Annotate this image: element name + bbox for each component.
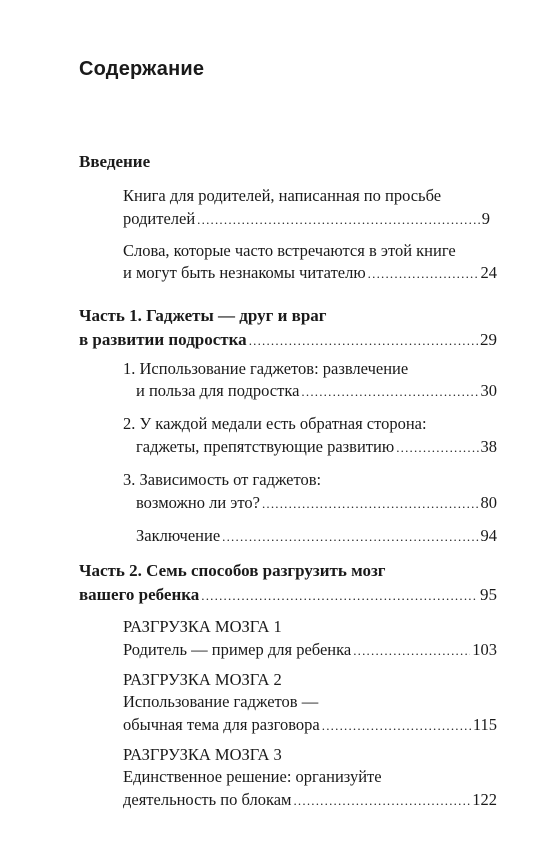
chapter-title: возможно ли это? (136, 493, 260, 512)
page-number: 122 (472, 790, 497, 809)
dot-leader (197, 212, 480, 228)
chapter-entry[interactable] (136, 381, 497, 401)
chapter-title-line: 1. Использование гаджетов: развлечение (123, 359, 409, 378)
page-number: 9 (481, 209, 490, 228)
chapter-title-line: 2. У каждой медали есть обратная сторона: (123, 414, 427, 433)
dot-leader (222, 529, 478, 545)
part1-heading: Часть 1. Гаджеты — друг и враг (79, 306, 327, 325)
page-title: Содержание (79, 58, 205, 80)
toc-entry-label: и могут быть незнакомы читателю (123, 263, 366, 282)
section-title: обычная тема для разговора (123, 715, 320, 734)
dot-leader (301, 384, 478, 400)
dot-leader (201, 588, 478, 604)
section-entry[interactable] (123, 715, 497, 735)
section-entry[interactable] (123, 640, 497, 660)
chapter-title: и польза для подростка (136, 381, 300, 400)
page-number: 115 (472, 715, 497, 734)
chapter-title: гаджеты, препятствующие развитию (136, 437, 395, 456)
section-label: РАЗГРУЗКА МОЗГА 1 (123, 617, 282, 636)
dot-leader (249, 333, 478, 349)
toc-entry-label: родителей (123, 209, 196, 228)
section-label: РАЗГРУЗКА МОЗГА 2 (123, 670, 282, 689)
section-title: Родитель — пример для ребенка (123, 640, 352, 659)
page-number: 103 (472, 640, 497, 659)
page-number: 94 (480, 526, 497, 545)
part1-heading-line2: в развитии подростка (79, 330, 247, 349)
page-number: 95 (480, 585, 497, 604)
section-entry[interactable] (123, 790, 497, 810)
chapter-entry[interactable] (136, 493, 497, 513)
part1-entry[interactable] (79, 330, 497, 350)
chapter-title-line: 3. Зависимость от гаджетов: (123, 470, 322, 489)
page-number: 24 (480, 263, 497, 282)
dot-leader (262, 496, 479, 512)
page-number: 80 (480, 493, 497, 512)
section-label: РАЗГРУЗКА МОЗГА 3 (123, 745, 282, 764)
toc-entry[interactable] (123, 263, 497, 283)
toc-entry[interactable] (123, 209, 490, 229)
toc-entry-line: Слова, которые часто встречаются в этой книге (123, 241, 456, 260)
section-title-line: Использование гаджетов — (123, 692, 319, 711)
page-number: 29 (480, 330, 497, 349)
dot-leader (368, 266, 479, 282)
part2-heading-line2: вашего ребенка (79, 585, 200, 604)
dot-leader (293, 793, 470, 809)
dot-leader (396, 440, 478, 456)
page-number: 30 (480, 381, 497, 400)
part2-entry[interactable] (79, 585, 497, 605)
chapter-entry[interactable] (136, 437, 497, 457)
dot-leader (322, 718, 471, 734)
section-title: деятельность по блокам (123, 790, 292, 809)
conclusion-entry[interactable] (136, 526, 497, 546)
dot-leader (353, 643, 470, 659)
part2-heading: Часть 2. Семь способов разгрузить мозг (79, 561, 386, 580)
section-title-line: Единственное решение: организуйте (123, 767, 382, 786)
toc-entry-line: Книга для родителей, написанная по просьбе (123, 186, 442, 205)
conclusion-label: Заключение (136, 526, 221, 545)
intro-heading: Введение (79, 152, 151, 171)
page-number: 38 (480, 437, 497, 456)
